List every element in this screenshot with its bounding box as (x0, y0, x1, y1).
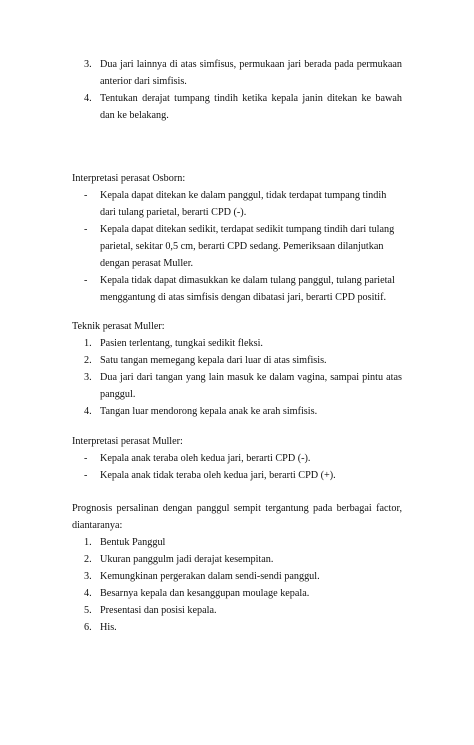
list-item (72, 272, 402, 306)
osborn-heading: Interpretasi perasat Osborn: (72, 173, 186, 184)
list-item-text: Kemungkinan pergerakan dalam sendi-sendi panggul. (100, 571, 320, 582)
list-item (72, 551, 402, 568)
list-item-text: Kepala dapat ditekan ke dalam panggul, tidak terdapat tumpang tindih dari tulang parietal, berarti CPD (-). (100, 190, 387, 218)
list-item-text: Bentuk Panggul (100, 537, 166, 548)
intro-steps-list (72, 56, 402, 124)
list-marker: - (84, 470, 88, 481)
list-item (72, 602, 402, 619)
list-item-text: Satu tangan memegang kepala dari luar di atas simfisis. (100, 355, 327, 366)
list-item (72, 56, 402, 90)
list-marker: 4. (84, 588, 92, 599)
muller-interpretation-section (72, 433, 402, 484)
list-item-text: Tangan luar mendorong kepala anak ke arah simfisis. (100, 406, 318, 417)
list-marker: 4. (84, 406, 92, 417)
list-item (72, 335, 402, 352)
list-marker: 3. (84, 372, 92, 383)
list-item (72, 187, 402, 221)
list-marker: 2. (84, 554, 92, 565)
list-item (72, 619, 402, 636)
list-item-text: Ukuran panggulm jadi derajat kesempitan. (100, 554, 274, 565)
prognosis-section (72, 500, 402, 636)
list-item-text: Tentukan derajat tumpang tindih ketika kepala janin ditekan ke bawah dan ke belakang. (100, 93, 402, 121)
muller-technique-heading: Teknik perasat Muller: (72, 321, 165, 332)
muller-interpretation-list (72, 450, 402, 484)
list-item-text: Kepala anak tidak teraba oleh kedua jari, berarti CPD (+). (100, 470, 336, 481)
list-marker: 2. (84, 355, 92, 366)
intro-steps-section (72, 56, 402, 124)
muller-technique-section (72, 318, 402, 420)
list-marker: - (84, 275, 88, 286)
muller-technique-list (72, 335, 402, 420)
prognosis-intro: Prognosis persalinan dengan panggul sempit tergantung pada berbagai factor, diantaranya: (72, 503, 402, 531)
list-item-text: Kepala anak teraba oleh kedua jari, berarti CPD (-). (100, 453, 311, 464)
osborn-section (72, 170, 402, 306)
list-item-text: Dua jari dari tangan yang lain masuk ke dalam vagina, sampai pintu atas panggul. (100, 372, 402, 400)
list-marker: 3. (84, 59, 92, 70)
list-item-text: Presentasi dan posisi kepala. (100, 605, 217, 616)
list-item-text: His. (100, 622, 117, 633)
list-item-text: Besarnya kepala dan kesanggupan moulage kepala. (100, 588, 310, 599)
list-item (72, 369, 402, 403)
list-marker: 3. (84, 571, 92, 582)
list-marker: - (84, 453, 88, 464)
list-item (72, 467, 402, 484)
list-marker: 1. (84, 338, 92, 349)
list-item (72, 221, 402, 272)
list-item-text: Kepala tidak dapat dimasukkan ke dalam tulang panggul, tulang parietal menggantung di atas simfisis dengan dibatasi jari, berarti CPD positif. (100, 275, 395, 303)
list-item (72, 585, 402, 602)
list-item (72, 534, 402, 551)
list-item-text: Dua jari lainnya di atas simfisus, permukaan jari berada pada permukaan anterior dari simfisis. (100, 59, 402, 87)
list-item (72, 568, 402, 585)
list-marker: - (84, 224, 88, 235)
list-marker: 1. (84, 537, 92, 548)
list-item (72, 90, 402, 124)
list-item-text: Pasien terlentang, tungkai sedikit fleksi. (100, 338, 263, 349)
list-item (72, 403, 402, 420)
muller-interpretation-heading: Interpretasi perasat Muller: (72, 436, 183, 447)
list-marker: 4. (84, 93, 92, 104)
osborn-list (72, 187, 402, 306)
prognosis-list (72, 534, 402, 636)
list-marker: 5. (84, 605, 92, 616)
list-marker: - (84, 190, 88, 201)
list-item-text: Kepala dapat ditekan sedikit, terdapat sedikit tumpang tindih dari tulang parietal, sekitar 0,5 cm, berarti CPD sedang. Pemeriksaan dilanjutkan dengan perasat Muller. (100, 224, 395, 269)
list-item (72, 450, 402, 467)
list-marker: 6. (84, 622, 92, 633)
list-item (72, 352, 402, 369)
